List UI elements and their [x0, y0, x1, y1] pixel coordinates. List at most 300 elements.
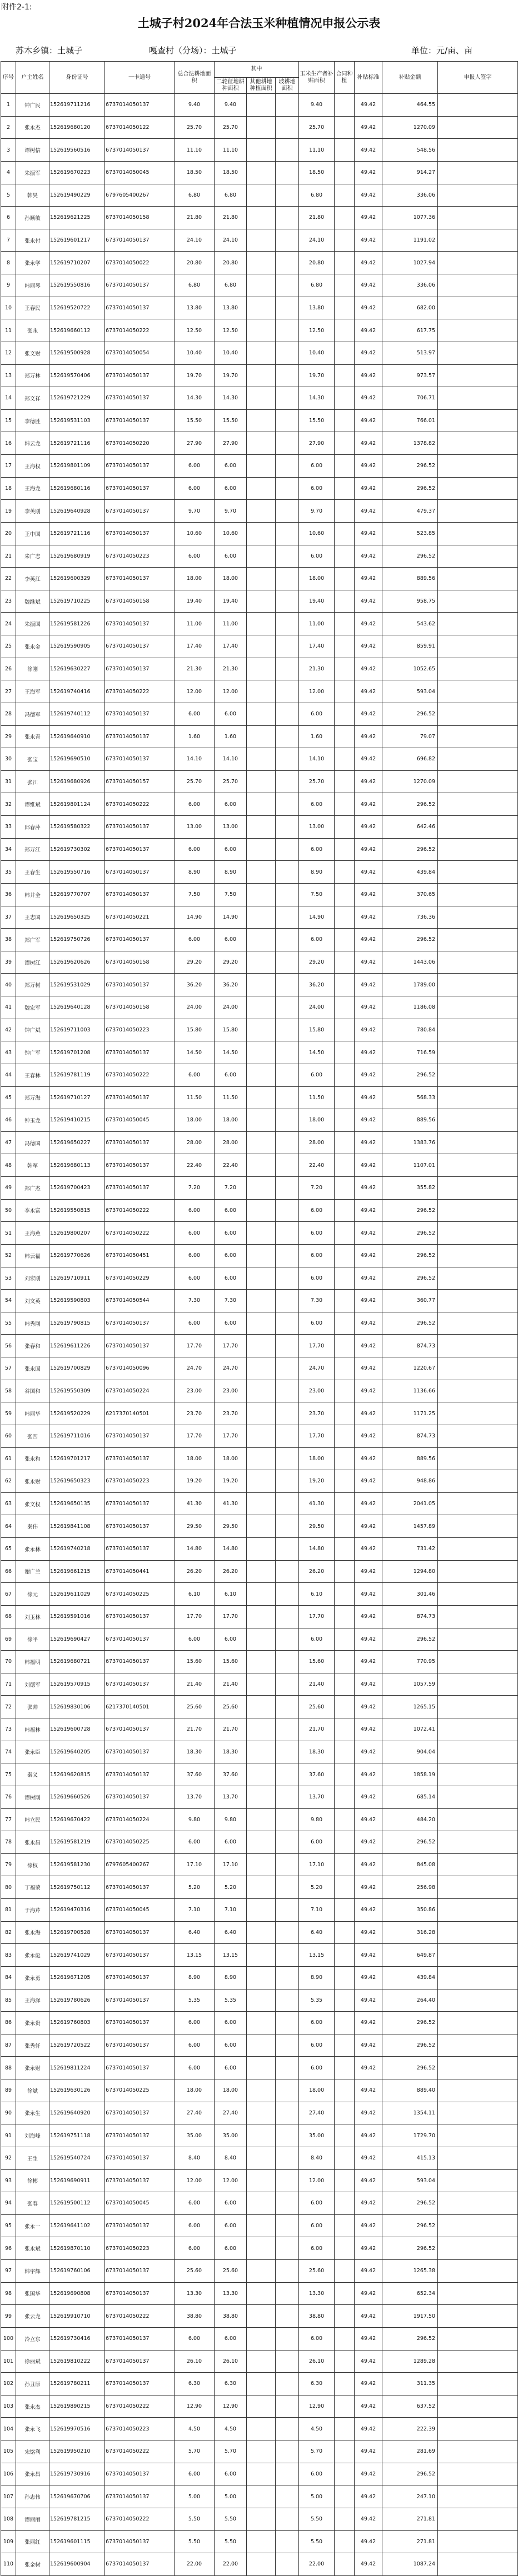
row-total-area-cell: 27.90: [175, 432, 215, 455]
row-slope-area-cell: [276, 477, 299, 500]
row-no-cell: 34: [1, 838, 16, 861]
row-name-cell: 刘海峰: [16, 2124, 49, 2147]
row-name-cell: 张永昌: [16, 2463, 49, 2485]
row-slope-area-cell: [276, 1853, 299, 1876]
row-no-cell: 4: [1, 161, 16, 184]
row-name-cell: 张永: [16, 319, 49, 342]
row-no-cell: 86: [1, 2012, 16, 2034]
row-corn-area-cell: 41.30: [299, 1492, 335, 1515]
row-amount-cell: 296.52: [382, 1628, 438, 1651]
row-sub-area-cell: 13.80: [215, 297, 247, 319]
row-card-cell: 6737014050158: [105, 590, 175, 613]
row-other-area-cell: [247, 1966, 276, 1989]
row-other-area-cell: [247, 1696, 276, 1718]
row-slope-area-cell: [276, 1222, 299, 1245]
row-id-cell: 152619950210: [49, 2440, 105, 2463]
row-no-cell: 3: [1, 139, 16, 162]
row-std-cell: 49.42: [355, 1244, 382, 1267]
row-corn-area-cell: 15.60: [299, 1651, 335, 1673]
row-other-area-cell: [247, 1989, 276, 2012]
row-name-cell: 张永青: [16, 725, 49, 748]
row-no-cell: 110: [1, 2553, 16, 2576]
row-total-area-cell: 5.50: [175, 2508, 215, 2530]
row-sub-area-cell: 7.20: [215, 1177, 247, 1200]
row-id-cell: 152619630126: [49, 2079, 105, 2102]
row-total-area-cell: 5.20: [175, 1876, 215, 1899]
row-no-cell: 27: [1, 680, 16, 703]
row-card-cell: 6737014050158: [105, 951, 175, 974]
row-slope-area-cell: [276, 1447, 299, 1470]
row-corn-area-cell: 25.70: [299, 116, 335, 139]
row-corn-area-cell: 11.50: [299, 1086, 335, 1109]
row-sub-area-cell: 9.70: [215, 500, 247, 523]
row-sub-area-cell: 6.00: [215, 1312, 247, 1335]
table-row: [1, 703, 518, 725]
row-name-cell: 王志国: [16, 906, 49, 929]
row-card-cell: 6737014050225: [105, 1831, 175, 1854]
row-std-cell: 49.42: [355, 951, 382, 974]
row-corn-area-cell: 13.70: [299, 1786, 335, 1808]
row-std-cell: 49.42: [355, 1763, 382, 1786]
row-name-cell: 张国华: [16, 2282, 49, 2305]
row-corn-area-cell: 6.00: [299, 1831, 335, 1854]
row-slope-area-cell: [276, 2192, 299, 2215]
table-row: [1, 161, 518, 184]
row-sub-area-cell: 14.80: [215, 1538, 247, 1561]
row-slope-area-cell: [276, 1786, 299, 1808]
row-std-cell: 49.42: [355, 1041, 382, 1064]
row-other-area-cell: [247, 1741, 276, 1763]
row-approved-cell: [335, 635, 355, 658]
row-corn-area-cell: 6.00: [299, 2034, 335, 2057]
row-total-area-cell: 5.35: [175, 1989, 215, 2012]
row-approved-cell: [335, 2418, 355, 2440]
row-slope-area-cell: [276, 906, 299, 929]
row-signature-cell: [438, 1244, 518, 1267]
row-id-cell: 152619690510: [49, 748, 105, 771]
row-name-cell: 李德胜: [16, 409, 49, 432]
row-name-cell: 张文权: [16, 1492, 49, 1515]
row-no-cell: 71: [1, 1673, 16, 1696]
row-approved-cell: [335, 1515, 355, 1538]
row-card-cell: 6737014050222: [105, 2440, 175, 2463]
row-card-cell: 6737014050137: [105, 703, 175, 725]
row-sub-area-cell: 13.00: [215, 816, 247, 839]
row-approved-cell: [335, 1560, 355, 1583]
row-name-cell: 张云龙: [16, 2305, 49, 2328]
row-no-cell: 81: [1, 1899, 16, 1922]
row-other-area-cell: [247, 1492, 276, 1515]
row-sub-area-cell: 18.00: [215, 1109, 247, 1132]
row-slope-area-cell: [276, 1673, 299, 1696]
row-other-area-cell: [247, 1808, 276, 1831]
row-std-cell: 49.42: [355, 94, 382, 117]
table-row: [1, 1154, 518, 1177]
row-card-cell: 6737014050137: [105, 1763, 175, 1786]
row-amount-cell: 1378.82: [382, 432, 438, 455]
row-slope-area-cell: [276, 2327, 299, 2350]
row-std-cell: 49.42: [355, 906, 382, 929]
row-signature-cell: [438, 861, 518, 884]
row-std-cell: 49.42: [355, 252, 382, 274]
row-other-area-cell: [247, 1899, 276, 1922]
row-std-cell: 49.42: [355, 1831, 382, 1854]
row-total-area-cell: 12.00: [175, 680, 215, 703]
row-name-cell: 钟广斌: [16, 1019, 49, 1041]
row-card-cell: 6737014050137: [105, 2214, 175, 2237]
row-other-area-cell: [247, 229, 276, 252]
row-sub-area-cell: 6.00: [215, 545, 247, 568]
row-corn-area-cell: 6.00: [299, 1199, 335, 1222]
row-total-area-cell: 9.80: [175, 1808, 215, 1831]
row-id-cell: 152619640205: [49, 1741, 105, 1763]
row-std-cell: 49.42: [355, 1267, 382, 1290]
row-std-cell: 49.42: [355, 1402, 382, 1425]
row-signature-cell: [438, 500, 518, 523]
row-std-cell: 49.42: [355, 1696, 382, 1718]
row-other-area-cell: [247, 94, 276, 117]
row-no-cell: 55: [1, 1312, 16, 1335]
row-other-area-cell: [247, 1335, 276, 1357]
row-id-cell: 152619780211: [49, 2373, 105, 2395]
row-sub-area-cell: 17.40: [215, 635, 247, 658]
row-total-area-cell: 26.20: [175, 1560, 215, 1583]
row-total-area-cell: 37.60: [175, 1763, 215, 1786]
row-approved-cell: [335, 906, 355, 929]
row-approved-cell: [335, 2192, 355, 2215]
row-other-area-cell: [247, 568, 276, 590]
table-row: [1, 1109, 518, 1132]
row-signature-cell: [438, 1538, 518, 1561]
row-corn-area-cell: 26.20: [299, 1560, 335, 1583]
row-no-cell: 88: [1, 2057, 16, 2079]
row-other-area-cell: [247, 1154, 276, 1177]
row-slope-area-cell: [276, 770, 299, 793]
row-no-cell: 57: [1, 1357, 16, 1380]
row-slope-area-cell: [276, 1763, 299, 1786]
row-signature-cell: [438, 793, 518, 816]
row-corn-area-cell: 22.40: [299, 1154, 335, 1177]
table-row: [1, 929, 518, 951]
row-amount-cell: 874.73: [382, 1605, 438, 1628]
row-slope-area-cell: [276, 207, 299, 229]
row-other-area-cell: [247, 1786, 276, 1808]
row-id-cell: 152619700423: [49, 1177, 105, 1200]
row-corn-area-cell: 12.00: [299, 680, 335, 703]
row-approved-cell: [335, 1199, 355, 1222]
row-sub-area-cell: 41.30: [215, 1492, 247, 1515]
row-signature-cell: [438, 387, 518, 410]
row-approved-cell: [335, 522, 355, 545]
row-approved-cell: [335, 996, 355, 1019]
row-name-cell: 孙丑原: [16, 2373, 49, 2395]
row-id-cell: 152619410215: [49, 1109, 105, 1132]
row-no-cell: 14: [1, 387, 16, 410]
row-name-cell: 韩丽华: [16, 1402, 49, 1425]
row-card-cell: 6737014050137: [105, 2553, 175, 2576]
row-approved-cell: [335, 2214, 355, 2237]
table-row: [1, 1290, 518, 1312]
row-total-area-cell: 18.00: [175, 568, 215, 590]
row-amount-cell: 706.71: [382, 387, 438, 410]
row-amount-cell: 889.40: [382, 2079, 438, 2102]
row-id-cell: 152619790815: [49, 1312, 105, 1335]
table-row: [1, 1651, 518, 1673]
row-signature-cell: [438, 252, 518, 274]
row-sub-area-cell: 6.00: [215, 838, 247, 861]
row-std-cell: 49.42: [355, 116, 382, 139]
row-no-cell: 21: [1, 545, 16, 568]
row-name-cell: 徐元: [16, 1583, 49, 1606]
table-row: [1, 229, 518, 252]
row-total-area-cell: 25.70: [175, 116, 215, 139]
table-row: [1, 2012, 518, 2034]
row-approved-cell: [335, 1064, 355, 1086]
row-card-cell: 6737014050222: [105, 2305, 175, 2328]
table-row: [1, 1267, 518, 1290]
table-row: [1, 477, 518, 500]
row-card-cell: 6737014050137: [105, 929, 175, 951]
table-row: [1, 613, 518, 635]
row-slope-area-cell: [276, 680, 299, 703]
row-sub-area-cell: 38.80: [215, 2305, 247, 2328]
row-other-area-cell: [247, 1515, 276, 1538]
row-corn-area-cell: 20.80: [299, 252, 335, 274]
row-approved-cell: [335, 1041, 355, 1064]
row-total-area-cell: 6.00: [175, 1222, 215, 1245]
row-amount-cell: 2041.05: [382, 1492, 438, 1515]
row-amount-cell: 889.56: [382, 1109, 438, 1132]
row-no-cell: 92: [1, 2147, 16, 2169]
row-std-cell: 49.42: [355, 635, 382, 658]
row-sub-area-cell: 14.50: [215, 1041, 247, 1064]
row-amount-cell: 296.52: [382, 2237, 438, 2260]
row-std-cell: 49.42: [355, 1876, 382, 1899]
row-other-area-cell: [247, 613, 276, 635]
row-no-cell: 53: [1, 1267, 16, 1290]
row-id-cell: 152619740218: [49, 1538, 105, 1561]
table-row: [1, 2034, 518, 2057]
row-approved-cell: [335, 1876, 355, 1899]
row-std-cell: 49.42: [355, 2057, 382, 2079]
row-name-cell: 张永财: [16, 2057, 49, 2079]
row-approved-cell: [335, 184, 355, 207]
row-signature-cell: [438, 116, 518, 139]
row-slope-area-cell: [276, 1335, 299, 1357]
row-approved-cell: [335, 2057, 355, 2079]
table-row: [1, 1673, 518, 1696]
row-other-area-cell: [247, 2102, 276, 2124]
row-total-area-cell: 18.00: [175, 1447, 215, 1470]
row-no-cell: 37: [1, 906, 16, 929]
row-amount-cell: 350.86: [382, 1899, 438, 1922]
row-other-area-cell: [247, 2260, 276, 2283]
row-sub-area-cell: 23.70: [215, 1402, 247, 1425]
row-name-cell: 钟广军: [16, 1041, 49, 1064]
table-row: [1, 2553, 518, 2576]
row-corn-area-cell: 21.40: [299, 1673, 335, 1696]
row-corn-area-cell: 24.10: [299, 229, 335, 252]
row-std-cell: 49.42: [355, 861, 382, 884]
row-signature-cell: [438, 1335, 518, 1357]
row-approved-cell: [335, 861, 355, 884]
row-id-cell: 152619570406: [49, 364, 105, 387]
table-row: [1, 1019, 518, 1041]
row-std-cell: 49.42: [355, 2350, 382, 2373]
row-slope-area-cell: [276, 2124, 299, 2147]
table-row: [1, 1876, 518, 1899]
row-id-cell: 152619680721: [49, 1651, 105, 1673]
row-std-cell: 49.42: [355, 590, 382, 613]
row-corn-area-cell: 25.60: [299, 2260, 335, 2283]
row-other-area-cell: [247, 2192, 276, 2215]
row-id-cell: 152619711216: [49, 94, 105, 117]
row-corn-area-cell: 18.00: [299, 1447, 335, 1470]
row-approved-cell: [335, 477, 355, 500]
row-slope-area-cell: [276, 2237, 299, 2260]
row-total-area-cell: 6.00: [175, 2012, 215, 2034]
row-name-cell: 秦义: [16, 1763, 49, 1786]
row-amount-cell: 914.27: [382, 161, 438, 184]
row-std-cell: 49.42: [355, 364, 382, 387]
row-approved-cell: [335, 1921, 355, 1944]
row-signature-cell: [438, 2192, 518, 2215]
row-name-cell: 于海芹: [16, 1899, 49, 1922]
row-other-area-cell: [247, 500, 276, 523]
row-no-cell: 39: [1, 951, 16, 974]
row-total-area-cell: 7.20: [175, 1177, 215, 1200]
row-slope-area-cell: [276, 1560, 299, 1583]
row-no-cell: 99: [1, 2305, 16, 2328]
row-amount-cell: 1087.24: [382, 2553, 438, 2576]
row-amount-cell: 484.20: [382, 1808, 438, 1831]
row-no-cell: 26: [1, 658, 16, 680]
row-signature-cell: [438, 2418, 518, 2440]
row-sub-area-cell: 6.00: [215, 2057, 247, 2079]
row-no-cell: 85: [1, 1989, 16, 2012]
table-row: [1, 2463, 518, 2485]
table-row: [1, 2440, 518, 2463]
row-no-cell: 32: [1, 793, 16, 816]
row-sub-area-cell: 18.00: [215, 568, 247, 590]
row-total-area-cell: 13.80: [175, 297, 215, 319]
row-sub-area-cell: 18.50: [215, 161, 247, 184]
table-row: [1, 184, 518, 207]
row-approved-cell: [335, 1470, 355, 1493]
row-signature-cell: [438, 1041, 518, 1064]
row-sub-area-cell: 13.15: [215, 1944, 247, 1967]
row-card-cell: 6737014050137: [105, 1989, 175, 2012]
row-corn-area-cell: 8.90: [299, 1966, 335, 1989]
row-sub-area-cell: 25.60: [215, 1696, 247, 1718]
row-sub-area-cell: 11.10: [215, 139, 247, 162]
row-total-area-cell: 13.70: [175, 1786, 215, 1808]
unit-label: 单位：元/亩、亩: [411, 46, 473, 56]
row-amount-cell: 973.57: [382, 364, 438, 387]
row-id-cell: 152619600329: [49, 568, 105, 590]
row-other-area-cell: [247, 590, 276, 613]
row-id-cell: 152619560516: [49, 139, 105, 162]
row-total-area-cell: 17.70: [175, 1605, 215, 1628]
row-amount-cell: 296.52: [382, 477, 438, 500]
row-signature-cell: [438, 1492, 518, 1515]
row-other-area-cell: [247, 1538, 276, 1561]
row-std-cell: 49.42: [355, 500, 382, 523]
row-approved-cell: [335, 1312, 355, 1335]
row-name-cell: 王春民: [16, 297, 49, 319]
row-other-area-cell: [247, 139, 276, 162]
row-std-cell: 49.42: [355, 996, 382, 1019]
row-total-area-cell: 12.50: [175, 319, 215, 342]
row-total-area-cell: 9.40: [175, 94, 215, 117]
row-id-cell: 152619550716: [49, 861, 105, 884]
row-std-cell: 49.42: [355, 2530, 382, 2553]
col-total-area-header: 总合法耕地面积: [175, 62, 215, 94]
row-total-area-cell: 24.00: [175, 996, 215, 1019]
row-card-cell: 6737014050137: [105, 2102, 175, 2124]
row-name-cell: 王海军: [16, 680, 49, 703]
table-row: [1, 2260, 518, 2283]
row-std-cell: 49.42: [355, 477, 382, 500]
table-row: [1, 1944, 518, 1967]
table-row: [1, 1515, 518, 1538]
row-std-cell: 49.42: [355, 2463, 382, 2485]
row-std-cell: 49.42: [355, 680, 382, 703]
row-sub-area-cell: 17.70: [215, 1425, 247, 1447]
row-corn-area-cell: 14.30: [299, 387, 335, 410]
row-card-cell: 6737014050137: [105, 1154, 175, 1177]
row-other-area-cell: [247, 906, 276, 929]
row-signature-cell: [438, 680, 518, 703]
row-signature-cell: [438, 1831, 518, 1854]
row-total-area-cell: 6.00: [175, 2034, 215, 2057]
row-sub-area-cell: 15.80: [215, 1019, 247, 1041]
row-corn-area-cell: 13.80: [299, 297, 335, 319]
row-id-cell: 152619531029: [49, 974, 105, 996]
table-row: [1, 1718, 518, 1741]
row-total-area-cell: 36.20: [175, 974, 215, 996]
row-amount-cell: 513.97: [382, 342, 438, 364]
row-std-cell: 49.42: [355, 1154, 382, 1177]
row-total-area-cell: 7.10: [175, 1899, 215, 1922]
row-card-cell: 6737014050137: [105, 409, 175, 432]
row-slope-area-cell: [276, 1583, 299, 1606]
row-sub-area-cell: 22.40: [215, 1154, 247, 1177]
row-corn-area-cell: 14.80: [299, 1538, 335, 1561]
row-name-cell: 郑广杰: [16, 1177, 49, 1200]
row-approved-cell: [335, 1086, 355, 1109]
table-row: [1, 1244, 518, 1267]
row-id-cell: 152619721116: [49, 522, 105, 545]
row-no-cell: 76: [1, 1786, 16, 1808]
row-no-cell: 17: [1, 455, 16, 478]
row-other-area-cell: [247, 207, 276, 229]
row-amount-cell: 439.84: [382, 1966, 438, 1989]
col-card-header: 一卡通号: [105, 62, 175, 94]
row-approved-cell: [335, 1651, 355, 1673]
row-name-cell: 韩丽琴: [16, 274, 49, 297]
row-sub-area-cell: 22.00: [215, 2553, 247, 2576]
row-name-cell: 刘宏刚: [16, 1267, 49, 1290]
row-name-cell: 韩秀刚: [16, 1312, 49, 1335]
row-amount-cell: 682.00: [382, 297, 438, 319]
row-approved-cell: [335, 207, 355, 229]
row-corn-area-cell: 5.50: [299, 2530, 335, 2553]
row-std-cell: 49.42: [355, 545, 382, 568]
row-total-area-cell: 15.60: [175, 1651, 215, 1673]
row-name-cell: 丁福荣: [16, 1876, 49, 1899]
row-total-area-cell: 18.00: [175, 2079, 215, 2102]
